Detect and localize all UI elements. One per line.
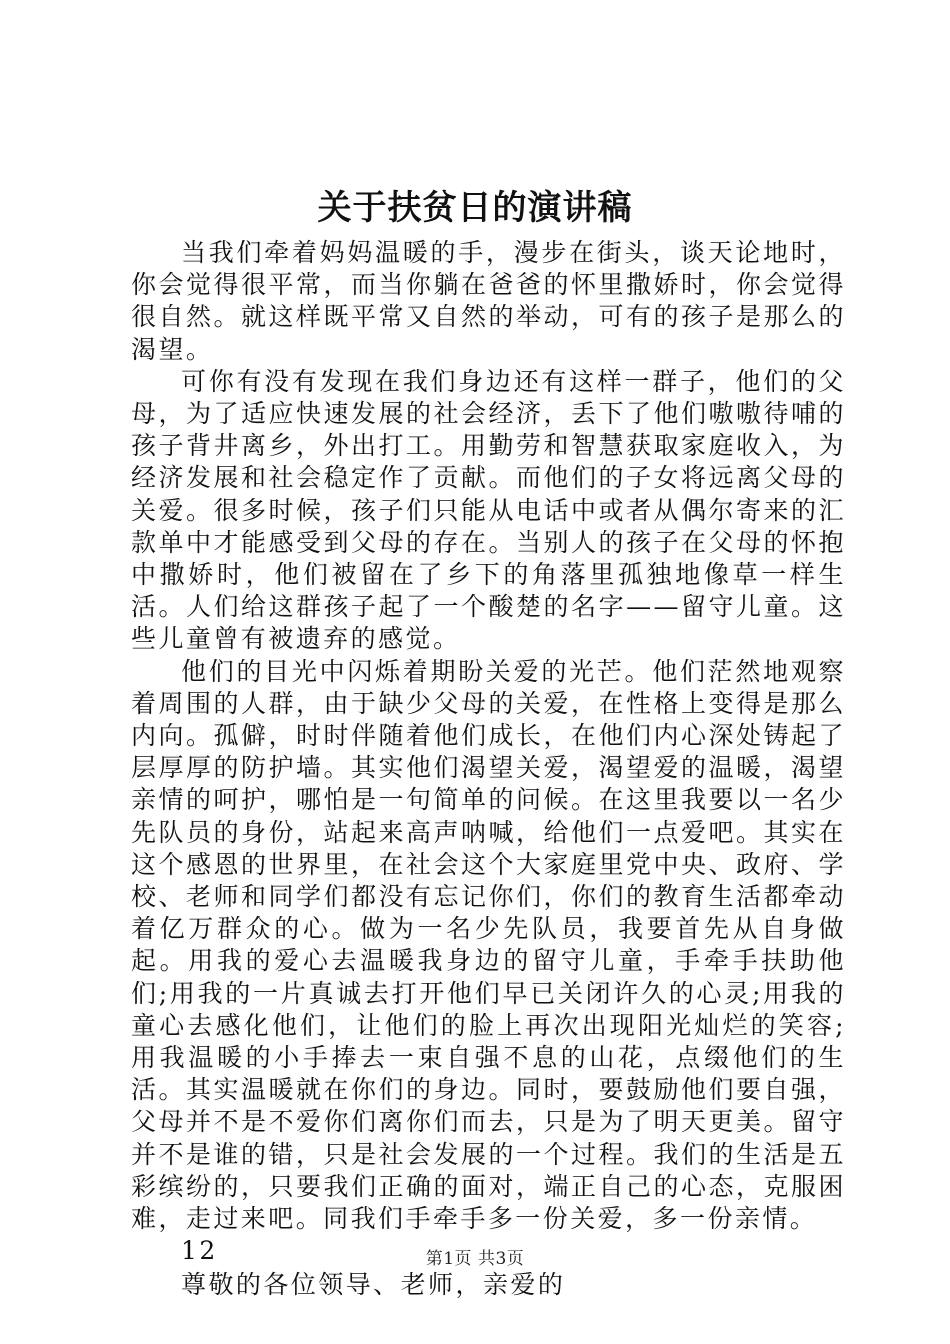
- paragraph-2: 可你有没有发现在我们身边还有这样一群子，他们的父母，为了适应快速发展的社会经济，丢下了他们嗷嗷待哺的孩子背井离乡，外出打工。用勤劳和智慧获取家庭收入，为经济发展和社会稳定作了贡献。而他们的子女将远离父母的关爱。很多时候，孩子们只能从电话中或者从偶尔寄来的汇款单中才能感受到父母的存在。当别人的孩子在父母的怀抱中撒娇时，他们被留在了乡下的角落里孤独地像草一样生活。人们给这群孩子起了一个酸楚的名字——留守儿童。这些儿童曾有被遗弃的感觉。: [131, 366, 846, 654]
- paragraph-1: 当我们牵着妈妈温暖的手，漫步在街头，谈天论地时，你会觉得很平常，而当你躺在爸爸的怀里撒娇时，你会觉得很自然。就这样既平常又自然的举动，可有的孩子是那么的渴望。: [131, 238, 846, 364]
- document-body: [131, 237, 846, 1307]
- paragraph-3: 他们的目光中闪烁着期盼关爱的光芒。他们茫然地观察着周围的人群，由于缺少父母的关爱，在性格上变得是那么内向。孤僻，时时伴随着他们成长，在他们内心深处铸起了层厚厚的防护墙。其实他们渴望关爱，渴望爱的温暖，渴望亲情的呵护，哪怕是一句简单的问候。在这里我要以一名少先队员的身份，站起来高声呐喊，给他们一点爱吧。其实在这个感恩的世界里，在社会这个大家庭里党中央、政府、学校、老师和同学们都没有忘记你们，你们的教育生活都牵动着亿万群众的心。做为一名少先队员，我要首先从自身做起。用我的爱心去温暖我身边的留守儿童，手牵手扶助他们;用我的一片真诚去打开他们早已关闭许久的心灵;用我的童心去感化他们，让他们的脸上再次出现阳光灿烂的笑容;用我温暖的小手捧去一束自强不息的山花，点缀他们的生活。其实温暖就在你们的身边。同时，要鼓励他们要自强，父母并不是不爱你们离你们而去，只是为了明天更美。留守并不是谁的错，只是社会发展的一个过程。我们的生活是五彩缤纷的，只要我们正确的面对，端正自己的心态，克服困难，走过来吧。同我们手牵手多一份关爱，多一份亲情。: [131, 656, 846, 1234]
- number-line: 12: [181, 1236, 218, 1266]
- document-title: 关于扶贫日的演讲稿: [317, 188, 633, 228]
- page-footer: 第1页 共3页: [425, 1249, 525, 1269]
- greeting-line: 尊敬的各位领导、老师，亲爱的: [181, 1270, 566, 1300]
